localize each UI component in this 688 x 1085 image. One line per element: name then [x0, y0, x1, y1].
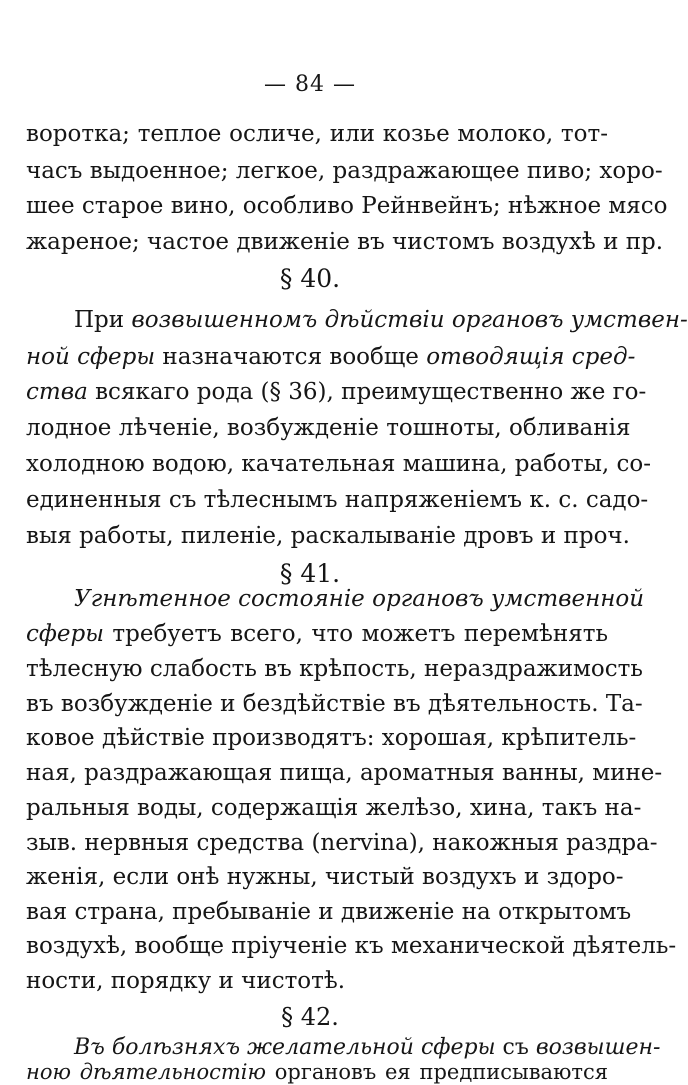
paragraph-41-line: женiя, если онѣ нужны, чистый воздухъ и здоро-: [26, 864, 624, 890]
italic-phrase: ства: [26, 379, 88, 405]
section-heading-42: § 42.: [281, 1003, 339, 1031]
italic-phrase: отводящiя сред-: [426, 344, 636, 370]
text-span: требуетъ всего, что можетъ перемѣнять: [103, 621, 608, 647]
text-line: жареное; частое движенiе въ чистомъ воздухѣ и пр.: [26, 229, 664, 255]
italic-phrase: возвышен-: [535, 1035, 661, 1060]
paragraph-41-line: вая страна, пребыванiе и движенiе на открытомъ: [26, 899, 632, 925]
text-span: При: [74, 307, 132, 333]
text-line: часъ выдоенное; легкое, раздражающее пиво; хоро-: [26, 158, 663, 184]
section-heading-40: § 40.: [279, 264, 341, 293]
italic-phrase: сферы: [26, 621, 104, 647]
text-span: всякаго рода (§ 36), преимущественно же го-: [87, 379, 647, 405]
section-heading-41: § 41.: [279, 559, 341, 588]
paragraph-41-line: ности, порядку и чистотѣ.: [26, 968, 346, 994]
text-line: шее старое вино, особливо Рейнвейнъ; нѣжное мясо: [26, 193, 668, 219]
italic-phrase: Въ болѣзняхъ желательной сферы: [74, 1035, 496, 1060]
paragraph-40-line: единенныя съ тѣлеснымъ напряженiемъ к. с. садо-: [26, 487, 649, 513]
paragraph-41-line: воздухѣ, вообще прiученiе къ механической дѣятель-: [26, 933, 677, 959]
paragraph-40-line: выя работы, пиленiе, раскалыванiе дровъ и проч.: [26, 523, 630, 549]
italic-phrase: ною дѣятельностiю: [26, 1060, 266, 1084]
paragraph-40-line: [26, 343, 636, 371]
paragraph-41-line: въ возбужденiе и бездѣйствiе въ дѣятельность. Та-: [26, 691, 643, 717]
italic-phrase: ной сферы: [26, 344, 156, 370]
page-number: — 84 —: [264, 72, 356, 97]
paragraph-40-line: [26, 378, 647, 406]
text-span: органовъ ея предписываются: [266, 1060, 608, 1084]
italic-phrase: возвышенномъ дѣйствiи органовъ умствен-: [131, 307, 688, 333]
paragraph-41-line: ковое дѣйствiе производятъ: хорошая, крѣпитель-: [26, 725, 637, 751]
paragraph-42-line: [74, 1035, 661, 1060]
paragraph-41-line: ральныя воды, содержащiя желѣзо, хина, такъ на-: [26, 795, 642, 821]
paragraph-41-line: Угнѣтенное состоянiе органовъ умственной: [74, 586, 645, 612]
paragraph-41-line: зыв. нервныя средства (nervina), накожныя раздра-: [26, 830, 658, 856]
text-span: съ: [495, 1035, 536, 1060]
paragraph-41-line: тѣлесную слабость въ крѣпость, нераздражимость: [26, 656, 643, 682]
text-span: назначаются вообще: [155, 344, 427, 370]
paragraph-40-line: лодное лѣченiе, возбужденiе тошноты, обливанiя: [26, 415, 631, 441]
paragraph-42-line: [26, 1060, 608, 1085]
paragraph-41-line: [26, 620, 608, 648]
paragraph-40-line: [74, 306, 688, 334]
paragraph-41-line: ная, раздражающая пища, ароматныя ванны, мине-: [26, 760, 663, 786]
paragraph-40-line: холодною водою, качательная машина, работы, со-: [26, 451, 651, 477]
text-line: воротка; теплое осличе, или козье молоко, тот-: [26, 121, 608, 147]
